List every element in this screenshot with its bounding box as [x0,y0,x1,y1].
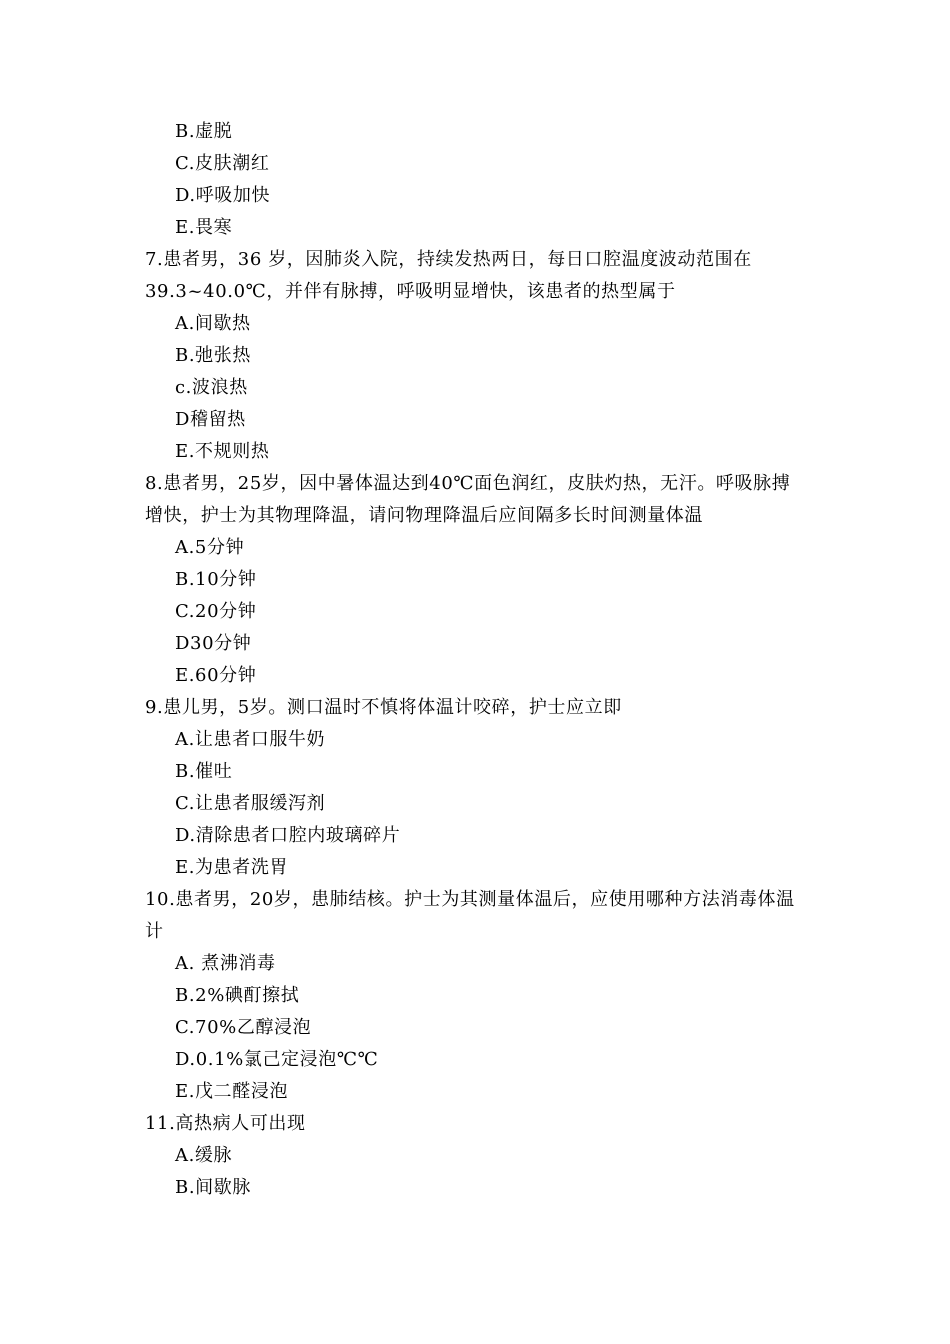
option-8a: A.5分钟 [175,537,245,558]
option-10b: B.2%碘酊擦拭 [175,985,300,1006]
question-10: 10.患者男，20岁，患肺结核。护士为其测量体温后，应使用哪种方法消毒体温 [145,889,795,910]
option-8c: C.20分钟 [175,601,257,622]
question-7-cont: 39.3~40.0℃，并伴有脉搏，呼吸明显增快，该患者的热型属于 [145,281,676,302]
question-9: 9.患儿男，5岁。测口温时不慎将体温计咬碎，护士应立即 [145,697,622,718]
option-7e: E.不规则热 [175,441,270,462]
option-6b: B.虚脱 [175,121,233,142]
option-10a: A. 煮沸消毒 [175,953,276,974]
option-9d: D.清除患者口腔内玻璃碎片 [175,825,401,846]
option-9a: A.让患者口服牛奶 [175,729,326,750]
option-11b: B.间歇脉 [175,1177,251,1198]
option-6c: C.皮肤潮红 [175,153,270,174]
option-8b: B.10分钟 [175,569,257,590]
option-7a: A.间歇热 [175,313,251,334]
option-9b: B.催吐 [175,761,233,782]
question-8: 8.患者男，25岁，因中暑体温达到40℃面色润红，皮肤灼热，无汗。呼吸脉搏 [145,473,791,494]
question-11: 11.高热病人可出现 [145,1113,306,1134]
option-7d: D稽留热 [175,409,246,430]
option-7c: c.波浪热 [175,377,248,398]
option-8d: D30分钟 [175,633,252,654]
option-9c: C.让患者服缓泻剂 [175,793,326,814]
option-8e: E.60分钟 [175,665,257,686]
question-10-cont: 计 [145,921,164,942]
option-10c: C.70%乙醇浸泡 [175,1017,312,1038]
option-6e: E.畏寒 [175,217,233,238]
option-6d: D.呼吸加快 [175,185,271,206]
option-9e: E.为患者洗胃 [175,857,289,878]
question-8-cont: 增快，护士为其物理降温，请问物理降温后应间隔多长时间测量体温 [145,505,703,526]
option-7b: B.弛张热 [175,345,251,366]
option-11a: A.缓脉 [175,1145,233,1166]
option-10d: D.0.1%氯己定浸泡℃℃ [175,1049,379,1070]
question-7: 7.患者男，36 岁，因肺炎入院，持续发热两日，每日口腔温度波动范围在 [145,249,752,270]
option-10e: E.戊二醛浸泡 [175,1081,289,1102]
